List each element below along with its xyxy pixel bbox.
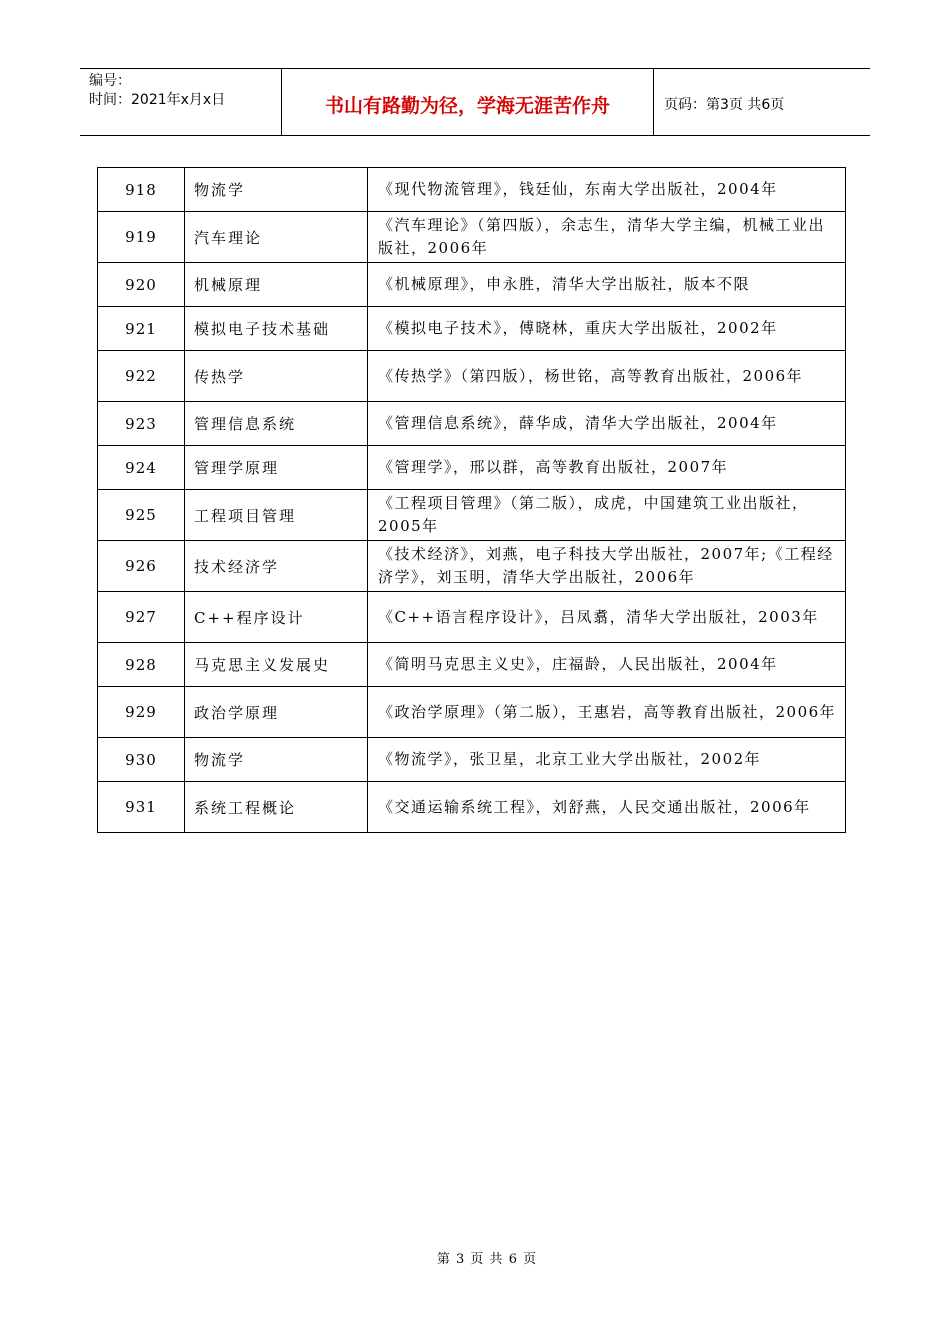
course-reference-table	[97, 167, 846, 833]
course-name: 物流学	[185, 168, 368, 212]
course-code: 931	[98, 782, 185, 833]
reference-book: 《工程项目管理》（第二版），成虎，中国建筑工业出版社，2005年	[368, 490, 846, 541]
document-time-label: 时间：2021年x月x日	[89, 92, 226, 108]
reference-book: 《汽车理论》（第四版），余志生，清华大学主编，机械工业出版社，2006年	[368, 212, 846, 263]
course-name: 汽车理论	[185, 212, 368, 263]
table-row	[98, 643, 846, 687]
course-name: 管理信息系统	[185, 402, 368, 446]
course-name: 工程项目管理	[185, 490, 368, 541]
reference-book: 《管理信息系统》，薛华成，清华大学出版社，2004年	[368, 402, 846, 446]
table-row	[98, 687, 846, 738]
table-row	[98, 263, 846, 307]
table-row	[98, 490, 846, 541]
course-code: 919	[98, 212, 185, 263]
reference-book: 《机械原理》，申永胜，清华大学出版社，版本不限	[368, 263, 846, 307]
course-name: 传热学	[185, 351, 368, 402]
table-row	[98, 212, 846, 263]
table-row	[98, 307, 846, 351]
course-code: 927	[98, 592, 185, 643]
course-code: 921	[98, 307, 185, 351]
course-code: 920	[98, 263, 185, 307]
course-name: 马克思主义发展史	[185, 643, 368, 687]
course-name: C++程序设计	[185, 592, 368, 643]
page-footer: 第 3 页 共 6 页	[436, 1252, 538, 1267]
course-name: 机械原理	[185, 263, 368, 307]
table-row	[98, 738, 846, 782]
reference-book: 《管理学》，邢以群，高等教育出版社，2007年	[368, 446, 846, 490]
header-motto: 书山有路勤为径，学海无涯苦作舟	[282, 69, 654, 135]
course-code: 925	[98, 490, 185, 541]
course-code: 923	[98, 402, 185, 446]
reference-book: 《模拟电子技术》，傅晓林，重庆大学出版社，2002年	[368, 307, 846, 351]
course-code: 922	[98, 351, 185, 402]
reference-book: 《技术经济》，刘燕，电子科技大学出版社，2007年;《工程经济学》，刘玉明，清华大学出版社，2006年	[368, 541, 846, 592]
course-name: 技术经济学	[185, 541, 368, 592]
course-name: 物流学	[185, 738, 368, 782]
reference-book: 《现代物流管理》，钱廷仙，东南大学出版社，2004年	[368, 168, 846, 212]
course-code: 929	[98, 687, 185, 738]
table-row	[98, 592, 846, 643]
course-code: 924	[98, 446, 185, 490]
table-row	[98, 402, 846, 446]
course-code: 918	[98, 168, 185, 212]
header-page-label: 页码：第3页 共6页	[664, 97, 785, 113]
course-code: 930	[98, 738, 185, 782]
reference-book: 《C++语言程序设计》，吕凤翥，清华大学出版社，2003年	[368, 592, 846, 643]
document-number-label: 编号：	[89, 73, 131, 89]
reference-book: 《物流学》，张卫星，北京工业大学出版社，2002年	[368, 738, 846, 782]
reference-book: 《交通运输系统工程》，刘舒燕，人民交通出版社，2006年	[368, 782, 846, 833]
table-row	[98, 446, 846, 490]
course-code: 926	[98, 541, 185, 592]
reference-book: 《传热学》（第四版），杨世铭，高等教育出版社，2006年	[368, 351, 846, 402]
course-code: 928	[98, 643, 185, 687]
reference-book: 《政治学原理》（第二版），王惠岩，高等教育出版社，2006年	[368, 687, 846, 738]
table-row	[98, 541, 846, 592]
table-row	[98, 782, 846, 833]
course-name: 管理学原理	[185, 446, 368, 490]
course-name: 系统工程概论	[185, 782, 368, 833]
course-name: 模拟电子技术基础	[185, 307, 368, 351]
course-name: 政治学原理	[185, 687, 368, 738]
page-header	[80, 68, 870, 136]
table-row	[98, 168, 846, 212]
header-meta	[80, 69, 282, 135]
table-row	[98, 351, 846, 402]
reference-book: 《简明马克思主义史》，庄福龄，人民出版社，2004年	[368, 643, 846, 687]
